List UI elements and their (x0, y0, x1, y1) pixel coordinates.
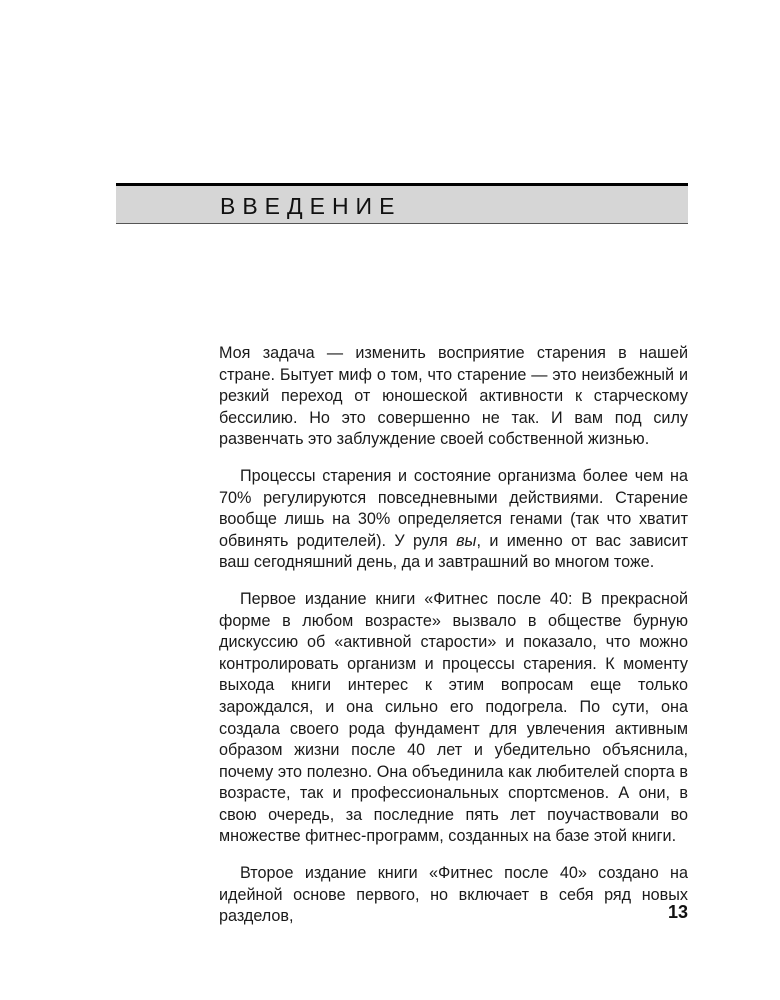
body-text (219, 343, 688, 928)
paragraph-4: Второе издание книги «Фитнес после 40» создано на идейной основе первого, но включает в себя ряд новых разделов, (219, 864, 688, 926)
chapter-title: ВВЕДЕНИЕ (220, 193, 402, 219)
paragraph-2-text-end: , и именно от вас зависит ваш сегодняшний день, да и завтрашний во многом тоже. (219, 531, 688, 572)
paragraph-2 (219, 466, 688, 574)
paragraph-2-text-start: Процессы старения и состояние организма более чем на 70% регулируются повседневными действиями. Старение вообще лишь на 30% определяется генами (так что хватит обвинять родителей). У руля (219, 466, 688, 550)
paragraph-3: Первое издание книги «Фитнес после 40: В прекрасной форме в любом возрасте» вызвало в обществе бурную дискуссию об «активной старости» и показало, что можно контролировать организм и процессы старения. К моменту выхода книги интерес к этим вопросам еще только зарождался, и она сильно его подогрела. По сути, она создала своего рода фундамент для увлечения активным образом жизни после 40 лет и убедительно объяснила, почему это полезно. Она объединила как любителей спорта в возрасте, так и профессиональных спортсменов. А они, в свою очередь, за последние пять лет поучаствовали во множестве фитнес-программ, созданных на базе этой книги. (219, 589, 688, 846)
chapter-heading-band (116, 183, 688, 224)
paragraph-1: Моя задача — изменить восприятие старения в нашей стране. Бытует миф о том, что старение — это неизбежный и резкий переход от юношеской активности к старческому бессилию. Но это совершенно не так. И вам под силу развенчать это заблуждение своей собственной жизнью. (219, 344, 688, 449)
page-number: 13 (667, 902, 688, 922)
paragraph-2-emphasis: вы (456, 531, 477, 550)
